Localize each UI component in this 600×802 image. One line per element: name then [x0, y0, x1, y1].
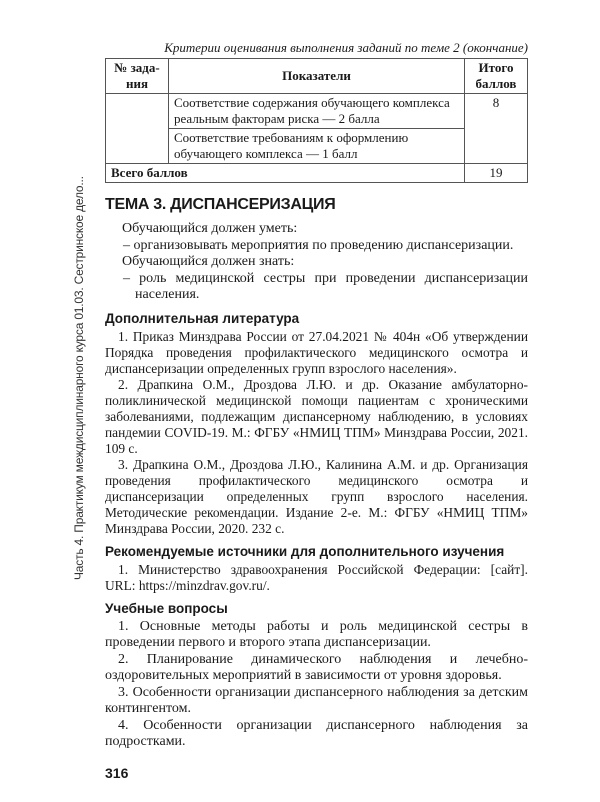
literature-item: 2. Драпкина О.М., Дроздова Л.Ю. и др. Оказание амбулаторно-поликлинической медицинской помощи пациентам с хроническими заболеваниями, подлежащим диспансерному наблюдению, в условиях пандемии COVID-19. М.: ФГБУ «НМИЦ ТПМ» Минздрава России, 2021. 109 с. [105, 376, 528, 456]
sum-value: 19 [465, 164, 528, 183]
table-row [106, 94, 528, 129]
question-item: 1. Основные методы работы и роль медицинской сестры в проведении первого и второго этапа диспансеризации. [105, 618, 528, 650]
sources-heading: Рекомендуемые источники для дополнительного изучения [105, 543, 505, 559]
indicator-cell: Соответствие требованиям к оформлению обучающего комплекса — 1 балл [169, 129, 465, 164]
question-item: 2. Планирование динамического наблюдения и лечебно-оздоровительных мероприятий в зависимости от уровня здоровья. [105, 651, 528, 683]
questions-heading: Учебные вопросы [105, 600, 228, 616]
page-number: 316 [105, 764, 129, 781]
question-item: 3. Особенности организации диспансерного наблюдения за детским контингентом. [105, 684, 528, 716]
knowledge-item: – роль медицинской сестры при проведении диспансеризации населения. [123, 270, 528, 302]
indicator-cell: Соответствие содержания обучающего комплекса реальным факторам риска — 2 балла [169, 94, 465, 129]
skills-know-label: Обучающийся должен знать: [122, 254, 295, 269]
literature-heading: Дополнительная литература [105, 310, 300, 326]
col-header-total: Итого баллов [465, 59, 528, 94]
total-cell: 8 [465, 94, 528, 164]
page-content [105, 195, 528, 751]
col-header-indicators: Показатели [169, 59, 465, 94]
literature-item: 3. Драпкина О.М., Дроздова Л.Ю., Калинина А.М. и др. Организация проведения профилактического медицинского осмотра и диспансеризации определенных групп взрослого населения. Методические рекомендации. Издание 2-е. М.: ФГБУ «НМИЦ ТПМ» Минздрава России, 2020. 232 с. [105, 456, 528, 536]
question-item: 4. Особенности организации диспансерного наблюдения за подростками. [105, 717, 528, 749]
task-cell [106, 94, 169, 164]
running-header: Часть 4. Практикум междисциплинарного курса 01.03. Сестринское дело... [72, 176, 86, 580]
topic-title: ТЕМА 3. ДИСПАНСЕРИЗАЦИЯ [105, 196, 336, 213]
table-sum-row [106, 164, 528, 183]
skill-item: – организовывать мероприятия по проведению диспансеризации. [123, 237, 514, 253]
table-header-row [106, 59, 528, 94]
source-item: 1. Министерство здравоохранения Российской Федерации: [сайт]. URL: https://minzdrav.gov.ru/. [105, 561, 528, 593]
skills-can-label: Обучающийся должен уметь: [122, 221, 298, 236]
col-header-task: № зада-ния [106, 59, 169, 94]
criteria-table [105, 58, 528, 183]
page [105, 0, 528, 802]
table-row [106, 129, 528, 164]
table-caption: Критерии оценивания выполнения заданий по теме 2 (окончание) [164, 40, 528, 55]
literature-item: 1. Приказ Минздрава России от 27.04.2021 № 404н «Об утверждении Порядка проведения профилактического медицинского осмотра и диспансеризации определенных групп взрослого населения». [105, 328, 528, 376]
sum-label: Всего баллов [106, 164, 465, 183]
